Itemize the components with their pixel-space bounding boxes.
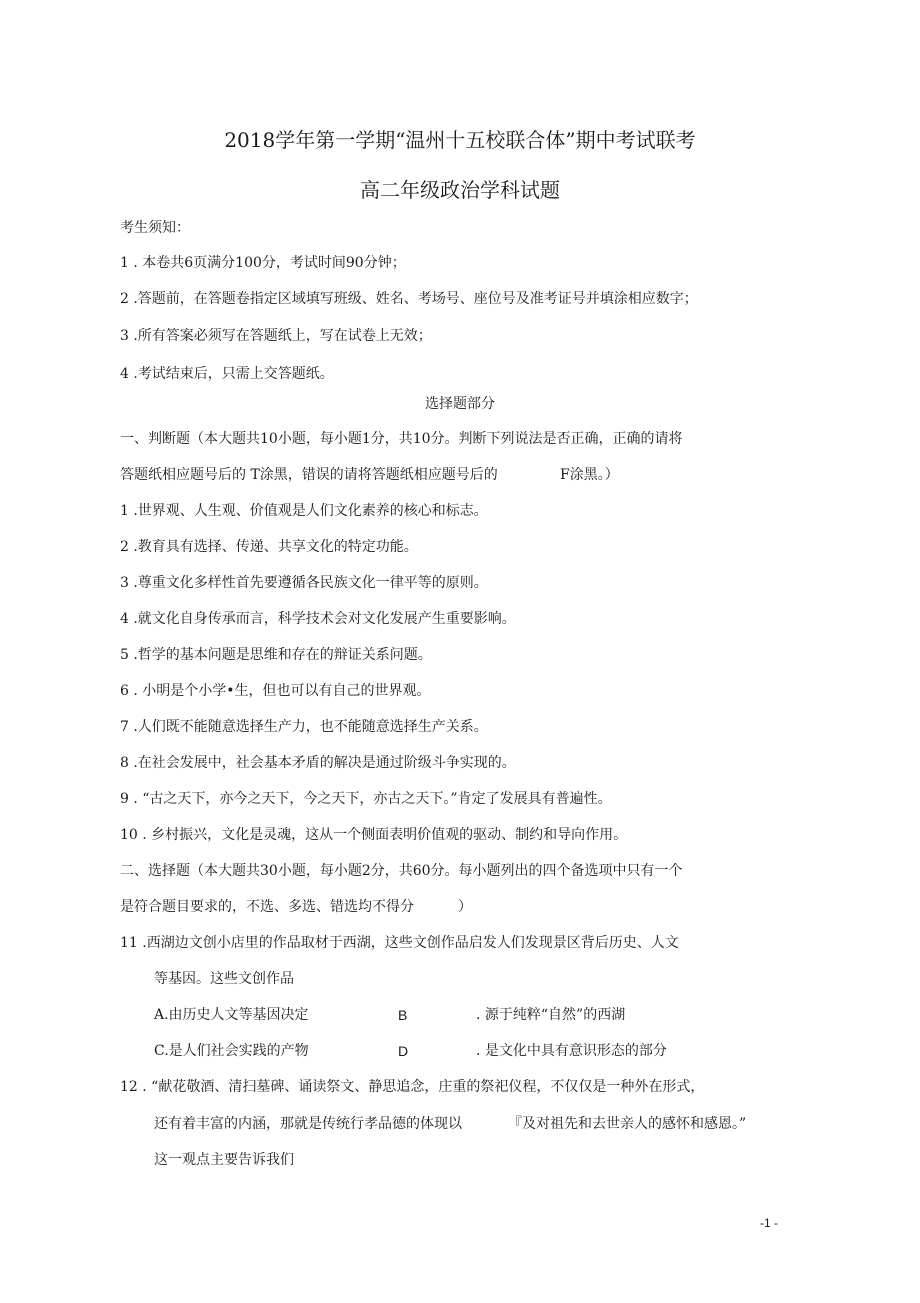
judgment-item: 8 .在社会发展中，社会基本矛盾的解决是通过阶级斗争实现的。 (120, 755, 516, 771)
part2-intro-line1: 二、选择题（本大题共30小题，每小题2分，共60分。每小题列出的四个备选项中只有一个 (120, 863, 683, 879)
judgment-item: 3 .尊重文化多样性首先要遵循各民族文化一律平等的原则。 (120, 575, 488, 591)
section-title: 选择题部分 (425, 396, 495, 412)
page-title: 2018学年第一学期“温州十五校联合体”期中考试联考 (224, 128, 696, 152)
judgment-item: 7 .人们既不能随意选择生产力，也不能随意选择生产关系。 (120, 719, 488, 735)
part1-intro-line2a: 答题纸相应题号后的 T涂黑，错误的请将答题纸相应题号后的 (120, 467, 498, 483)
q11-stem-line1: 11 .西湖边文创小店里的作品取材于西湖，这些文创作品启发人们发现景区背后历史、人文 (120, 935, 679, 951)
part1-intro-line2b: F涂黑。） (560, 467, 619, 483)
q11-option-a: A.由历史人文等基因决定 (154, 1007, 309, 1023)
q12-stem-line1: 12 . “献花敬酒、清扫墓碑、诵读祭文、静思追念，庄重的祭祀仪程，不仅仅是一种外在形式， (120, 1079, 705, 1095)
judgment-item: 5 .哲学的基本问题是思维和存在的辩证关系问题。 (120, 647, 432, 663)
judgment-item: 2 .教育具有选择、传递、共享文化的特定功能。 (120, 539, 418, 555)
part2-intro-line2a: 是符合题目要求的，不选、多选、错选均不得分 (120, 899, 414, 915)
q12-stem-line3: 这一观点主要告诉我们 (154, 1152, 294, 1168)
judgment-item: 6 . 小明是个小学•生，但也可以有自己的世界观。 (120, 683, 431, 699)
page-subtitle: 高二年级政治学科试题 (360, 178, 560, 202)
q12-stem-line2a: 还有着丰富的内涵，那就是传统行孝品德的体现以 (154, 1116, 462, 1132)
notice-item: 4 .考试结束后，只需上交答题纸。 (120, 366, 334, 382)
q11-option-b-letter: B (398, 1007, 408, 1023)
notice-item: 1 . 本卷共6页满分100分，考试时间90分钟； (120, 255, 406, 271)
judgment-item: 1 .世界观、人生观、价值观是人们文化素养的核心和标志。 (120, 503, 488, 519)
q11-option-c: C.是人们社会实践的产物 (154, 1043, 309, 1059)
q11-stem-line2: 等基因。这些文创作品 (154, 971, 294, 987)
q12-stem-line2b: 『及对祖先和去世亲人的感怀和感恩。” (508, 1116, 747, 1132)
judgment-item: 9 . “古之天下，亦今之天下，今之天下，亦古之天下。”肯定了发展具有普遍性。 (120, 791, 612, 807)
q11-option-d-text: . 是文化中具有意识形态的部分 (476, 1043, 667, 1059)
judgment-item: 10 . 乡村振兴，文化是灵魂，这从一个侧面表明价值观的驱动、制约和导向作用。 (120, 827, 628, 843)
notice-item: 3 .所有答案必须写在答题纸上，写在试卷上无效； (120, 328, 432, 344)
part1-intro-line1: 一、判断题（本大题共10小题，每小题1分，共10分。判断下列说法是否正确，正确的请将 (120, 431, 683, 447)
q11-option-d-letter: D (398, 1043, 409, 1059)
notice-heading: 考生须知： (120, 220, 190, 236)
judgment-item: 4 .就文化自身传承而言，科学技术会对文化发展产生重要影响。 (120, 611, 516, 627)
notice-item: 2 .答题前，在答题卷指定区域填写班级、姓名、考场号、座位号及准考证号并填涂相应数字； (120, 291, 698, 307)
part2-intro-line2b: ） (458, 899, 472, 915)
q11-option-b-text: . 源于纯粹“自然”的西湖 (476, 1007, 626, 1023)
page-number: -1 - (760, 1216, 778, 1230)
